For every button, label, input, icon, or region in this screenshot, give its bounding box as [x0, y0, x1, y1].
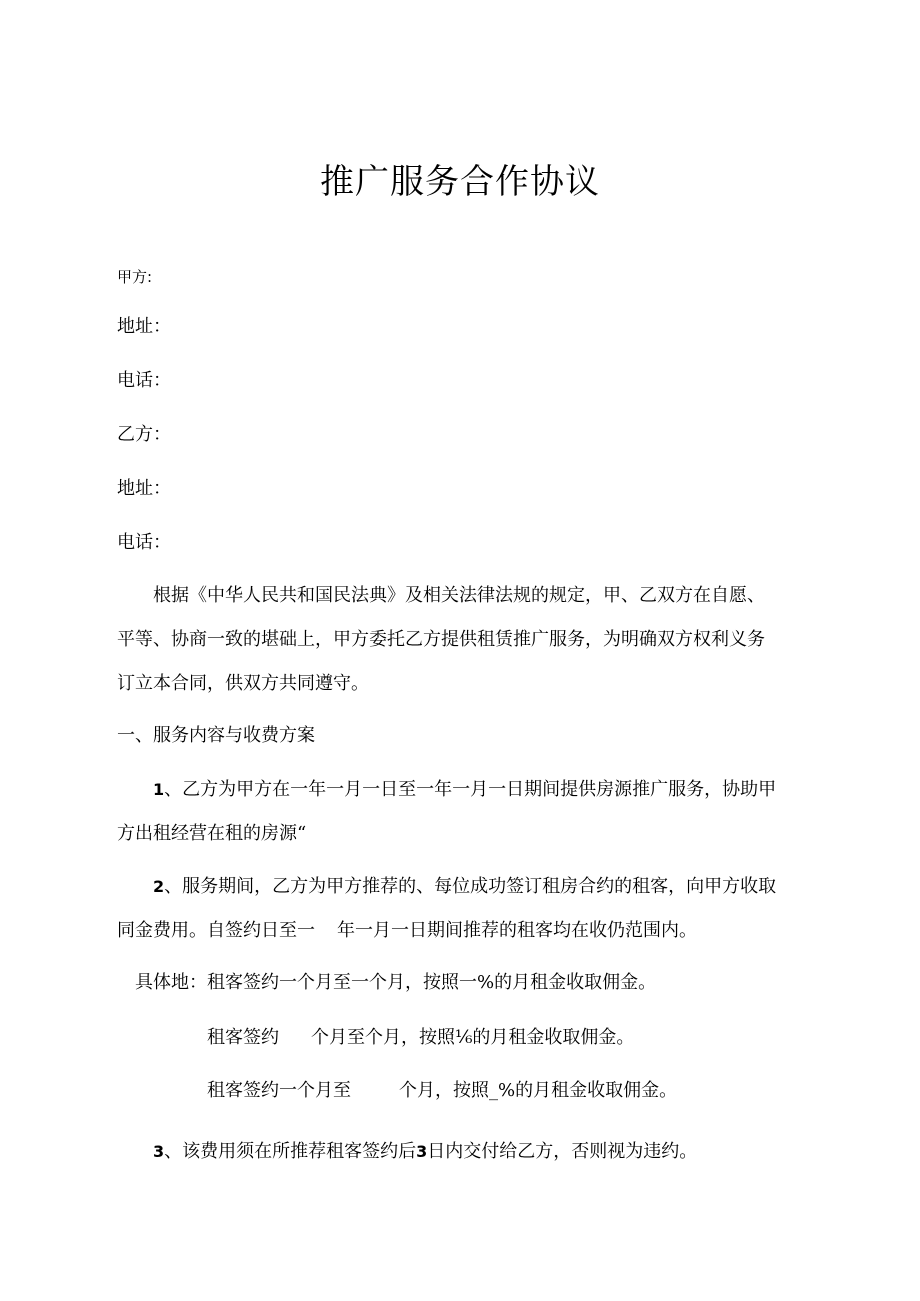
clause-3-days: 3	[416, 1142, 428, 1161]
preamble-line-2: 平等、协商一致的堪础上，甲方委托乙方提供租赁推广服务，为明确双方权利义务	[117, 629, 765, 650]
clause-2-line-2-end: 年一月一日期间推荐的租客均在收仍范围内。	[337, 920, 697, 941]
party-b-phone-label: 电话：	[117, 532, 171, 553]
clause-3-line	[153, 1138, 697, 1166]
clause-1-number: 1	[153, 780, 165, 799]
party-a-address-label: 地址：	[117, 316, 171, 337]
specifics-line-2	[207, 1024, 634, 1052]
clause-1-line-1	[153, 776, 776, 804]
specifics-line-3-start: 租客签约一个月至	[207, 1080, 351, 1101]
clause-3-text-start: 、该费用须在所推荐租客签约后	[164, 1141, 417, 1162]
party-b-label: 乙方：	[117, 424, 171, 445]
clause-2-text: 、服务期间，乙方为甲方推荐的、每位成功签订租房合约的租客，向甲方收取	[164, 876, 777, 897]
document-title: 推广服务合作协议	[320, 162, 600, 202]
specifics-line-2-start: 租客签约	[207, 1027, 279, 1048]
clause-2-line-2	[117, 917, 697, 945]
specifics-line-3-end: 个月，按照_%的月租金收取佣金。	[399, 1080, 678, 1101]
party-a-phone-label: 电话：	[117, 370, 171, 391]
preamble-line-3: 订立本合同，供双方共同遵守。	[117, 673, 369, 694]
clause-3-text-end: 日内交付给乙方，否则视为违约。	[427, 1141, 698, 1162]
clause-1-line-2: 方出租经营在租的房源“	[117, 823, 307, 844]
specifics-line-3	[207, 1077, 677, 1105]
clause-1-text: 、乙方为甲方在一年一月一日至一年一月一日期间提供房源推广服务，协助甲	[164, 779, 777, 800]
specifics-line-2-end: 个月至个月，按照¹⁄₆的月租金收取佣金。	[311, 1027, 635, 1048]
party-a-label: 甲方:	[117, 268, 153, 286]
clause-2-number: 2	[153, 877, 165, 896]
preamble-line-1: 根据《中华人民共和国民法典》及相关法律法规的规定，甲、乙双方在自愿、	[153, 585, 765, 606]
clause-2-line-2-start: 同金费用。自签约日至一	[117, 920, 315, 941]
clause-3-number: 3	[153, 1142, 165, 1161]
party-b-address-label: 地址：	[117, 478, 171, 499]
specifics-line-1: 具体地：租客签约一个月至一个月，按照一%的月租金收取佣金。	[135, 972, 657, 993]
section-1-heading: 一、服务内容与收费方案	[117, 725, 315, 746]
clause-2-line-1	[153, 873, 776, 901]
